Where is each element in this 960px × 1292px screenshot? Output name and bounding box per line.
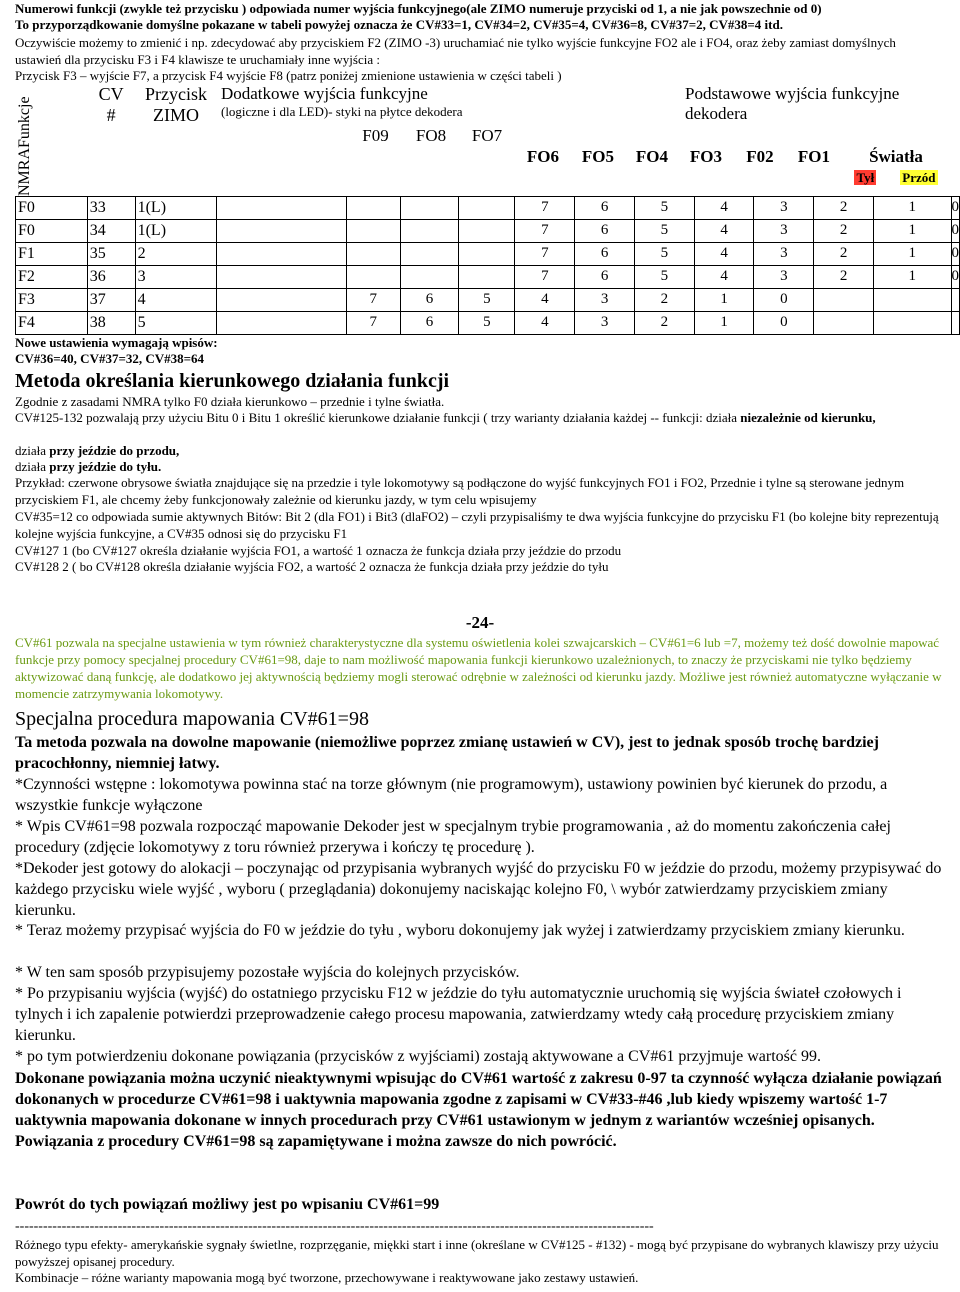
row-spacer: [217, 311, 346, 334]
row-bit-cell: 3: [754, 196, 814, 219]
section1-p8: CV#128 2 ( bo CV#128 określa działanie wyjścia FO2, a wartość 2 oznacza że funkcja działa przy jeździe do tyłu: [15, 559, 609, 574]
przycisk-header-line2: ZIMO: [153, 105, 200, 125]
section1-p2-text: CV#125-132 pozwalają przy użyciu Bitu 0 i Bitu 1 określić kierunkowe działanie funkcji ( trzy warianty działania każdej -- funkcji: działa: [15, 410, 741, 425]
section2-bold-end: Dokonane powiązania można uczynić nieaktywnymi wpisując do CV#61 wartość z zakresu 0-97 ta czynność wyłącza działanie powiązań dokonanych w procedurze CV#61=98 i uaktywnia mapowania zgodne z zapisami w CV#33-#46 ,lub kiedy wpiszemy wartość 1-7 uaktywnia mapowania dokonane w innych procedurach przy CV#61 ustawionym w jednym z wariantów wcześniej opisanych. Powiązania z procedury CV#61=98 są zapamiętywane i można zawsze do nich powrócić.: [15, 1070, 942, 1150]
row-spacer: [217, 265, 346, 288]
row-bit-cell: 1: [873, 242, 951, 265]
row-cv: 33: [87, 196, 135, 219]
section2-bullet-7: * po tym potwierdzeniu dokonane powiązania (przycisków z wyjściami) zostają aktywowane a CV#61 przyjmuje wartość 99.: [15, 1048, 821, 1065]
row-bit-cell: 0: [951, 219, 960, 242]
out-fo1: FO1: [797, 147, 831, 166]
row-zimo-button: 4: [135, 288, 217, 311]
row-bit-cell: 3: [754, 242, 814, 265]
row-spacer: [217, 288, 346, 311]
row-bit-cell: [459, 196, 515, 219]
row-bit-cell: [951, 288, 960, 311]
row-bit-cell: 3: [575, 311, 635, 334]
swiatla-label: Światła: [869, 147, 923, 166]
row-bit-cell: 3: [754, 265, 814, 288]
section1-p1: Zgodnie z zasadami NMRA tylko F0 działa kierunkowo – przednie i tylne światła.: [15, 394, 445, 409]
section2-bullet-1: *Czynności wstępne : lokomotywa powinna stać na torze głównym (nie programowym), ustawiony powinien być kierunek do przodu, a wszystkie funkcje wyłączone: [15, 776, 888, 814]
row-bit-cell: [346, 242, 400, 265]
row-bit-cell: 2: [814, 196, 874, 219]
table-row: [16, 219, 960, 242]
new-settings-line-1: Nowe ustawienia wymagają wpisów:: [15, 335, 218, 350]
row-bit-cell: 3: [575, 288, 635, 311]
przod-label: Przód: [902, 170, 936, 185]
row-bit-cell: 4: [694, 265, 754, 288]
row-bit-cell: 7: [515, 242, 575, 265]
intro-line-3: Oczywiście możemy to zmienić i np. zdecydować aby przyciskiem F2 (ZIMO -3) uruchamiać nie tylko wyjście funkcyjne FO2 ale i FO4, oraz żeby zamiast domyślnych ustawień dla przycisku F3 i F4 klawisze te uruchamiały inne wyjścia :: [15, 35, 896, 67]
row-bit-cell: [459, 265, 515, 288]
section2-return: Powrót do tych powiązań możliwy jest po wpisaniu CV#61=99: [15, 1196, 440, 1213]
row-spacer: [217, 196, 346, 219]
row-bit-cell: 6: [400, 311, 458, 334]
row-bit-cell: 4: [694, 219, 754, 242]
intro-line-4: Przycisk F3 – wyjście F7, a przycisk F4 wyjście F8 (patrz poniżej zmienione ustawienia w części tabeli ): [15, 68, 562, 83]
section1-title: Metoda określania kierunkowego działania funkcji: [15, 370, 450, 392]
row-bit-cell: [873, 311, 951, 334]
row-bit-cell: 2: [634, 311, 694, 334]
out-fo3: FO3: [689, 147, 723, 166]
cv-mapping-table: [15, 84, 960, 335]
row-function: F4: [16, 311, 88, 334]
row-function: F0: [16, 219, 88, 242]
row-bit-cell: [459, 242, 515, 265]
row-function: F3: [16, 288, 88, 311]
section1-p7: CV#127 1 (bo CV#127 określa działanie wyjścia FO1, a wartość 1 oznacza że funkcja działa przy jeździe do przodu: [15, 543, 622, 558]
cv-header-line2: #: [106, 105, 116, 125]
row-bit-cell: [400, 265, 458, 288]
section2-bullet-3: *Dekoder jest gotowy do alokacji – poczynając od przypisania wybranych wyjść do przycisku F0 w jeździe do przodu, możemy przypisywać do każdego przycisku wiele wyjść , wyboru ( przeglądania) dokonujemy naciskając kolejno F0, \ wybór zatwierdzamy przyciskiem zmiany kierunku.: [15, 860, 942, 919]
section2-bullet-6: * Po przypisaniu wyjścia (wyjść) do ostatniego przycisku F12 w jeździe do tyłu automatycznie uruchomią się wyjścia świateł czołowych i tylnych i ich zapalenie potwierdzi przeprowadzenie całego procesu mapowania, zatwierdzamy wtedy całą procedurę przyciskiem zmiany kierunku.: [15, 985, 902, 1044]
row-bit-cell: 1: [694, 311, 754, 334]
intro-line-1: Numerowi funkcji (zwykle też przycisku ) odpowiada numer wyjścia funkcyjnego(ale ZIMO numeruje przyciski od 1, a nie jak powszechnie od 0): [15, 1, 822, 16]
row-bit-cell: [400, 219, 458, 242]
row-bit-cell: [951, 311, 960, 334]
row-zimo-button: 1(L): [135, 196, 217, 219]
section2-intro: Ta metoda pozwala na dowolne mapowanie (niemożliwe poprzez zmianę ustawień w CV), jest to jednak sposób trochę bardziej pracochłonny, niemniej łatwy.: [15, 734, 879, 772]
additional-outputs-title: Dodatkowe wyjścia funkcyjne: [220, 84, 428, 103]
section2-title: Specjalna procedura mapowania CV#61=98: [15, 708, 369, 730]
row-spacer: [217, 242, 346, 265]
out-f02: F02: [746, 147, 774, 166]
section1-p4: [15, 458, 945, 475]
row-bit-cell: 2: [814, 265, 874, 288]
row-bit-cell: 6: [575, 219, 635, 242]
section2-bullet-4: * Teraz możemy przypisać wyjścia do F0 w jeździe do tyłu , wyboru dokonujemy jak wyżej i zatwierdzamy przyciskiem zmiany kierunku.: [15, 922, 905, 939]
row-bit-cell: 7: [346, 288, 400, 311]
section2-bullet-5: * W ten sam sposób przypisujemy pozostałe wyjścia do kolejnych przycisków.: [15, 964, 520, 981]
row-bit-cell: 6: [575, 242, 635, 265]
table-row: [16, 242, 960, 265]
section1-p3: [15, 442, 945, 459]
row-bit-cell: 5: [634, 196, 694, 219]
row-cv: 37: [87, 288, 135, 311]
footer-line-2: Kombinacje – różne warianty mapowania mogą być tworzone, przechowywane i reaktywowane jako zestawy ustawień.: [15, 1270, 639, 1285]
row-bit-cell: 2: [814, 242, 874, 265]
row-function: F1: [16, 242, 88, 265]
section1-p3-text: działa: [15, 443, 50, 458]
nmra-vertical-label: NMRAFunkcje: [15, 95, 33, 196]
row-bit-cell: 5: [634, 219, 694, 242]
row-bit-cell: 5: [459, 288, 515, 311]
section1-p3-bold: przy jeździe do przodu,: [49, 443, 180, 458]
new-settings-line-2: CV#36=40, CV#37=32, CV#38=64: [15, 351, 205, 366]
row-bit-cell: [400, 242, 458, 265]
tyl-label: Tył: [856, 170, 875, 185]
row-bit-cell: [459, 219, 515, 242]
additional-outputs-subtitle: (logiczne i dla LED)- styki na płytce dekodera: [220, 104, 463, 119]
out-fo4: FO4: [635, 147, 669, 166]
row-function: F0: [16, 196, 88, 219]
footer-line-1: Różnego typu efekty- amerykańskie sygnały świetlne, rozprzęganie, miękki start i inne (określane w CV#125 - #132) - mogą być przypisane do wybranych klawiszy przy użyciu powyższej opisanej procedury.: [15, 1237, 939, 1269]
row-cv: 38: [87, 311, 135, 334]
section1-p4-text: działa: [15, 459, 50, 474]
row-bit-cell: 6: [575, 196, 635, 219]
row-bit-cell: 4: [694, 242, 754, 265]
row-zimo-button: 2: [135, 242, 217, 265]
table-row: [16, 288, 960, 311]
cv-header-line1: CV: [98, 84, 124, 104]
row-bit-cell: 1: [873, 196, 951, 219]
section1-p4-bold: przy jeździe do tyłu.: [49, 459, 162, 474]
section2-bullet-2: * Wpis CV#61=98 pozwala rozpocząć mapowanie Dekoder jest w specjalnym trybie programowania , aż do momentu zakończenia całej procedury (zdjęcie lokomotywy z toru również przerywa i kończy tę procedurę ).: [15, 818, 891, 856]
row-bit-cell: 4: [515, 288, 575, 311]
row-bit-cell: [873, 288, 951, 311]
basic-outputs-header: [515, 84, 951, 196]
row-bit-cell: 0: [951, 196, 960, 219]
row-bit-cell: 0: [754, 311, 814, 334]
row-bit-cell: 4: [694, 196, 754, 219]
row-bit-cell: 0: [754, 288, 814, 311]
page-number: -24-: [465, 613, 495, 632]
section1-p6: CV#35=12 co odpowiada sumie aktywnych Bitów: Bit 2 (dla FO1) i Bit3 (dlaFO2) – czyli przypisaliśmy te dwa wyjścia funkcyjne do przycisku F1 (bo kolejne bity reprezentują kolejne wyjścia funkcyjne, a CV#35 odnosi się do przycisku F1: [15, 509, 939, 541]
row-bit-cell: 6: [400, 288, 458, 311]
row-bit-cell: 1: [873, 265, 951, 288]
row-bit-cell: [400, 196, 458, 219]
row-bit-cell: 6: [575, 265, 635, 288]
table-row: [16, 265, 960, 288]
section1-p2: [15, 409, 945, 426]
row-bit-cell: [814, 311, 874, 334]
out-fo5: FO5: [581, 147, 615, 166]
out-fo6: FO6: [526, 147, 560, 166]
row-bit-cell: [346, 196, 400, 219]
row-bit-cell: 7: [515, 219, 575, 242]
row-bit-cell: 1: [873, 219, 951, 242]
row-bit-cell: [814, 288, 874, 311]
row-bit-cell: 2: [634, 288, 694, 311]
out-fo7: FO7: [471, 126, 503, 145]
table-row: [16, 311, 960, 334]
row-bit-cell: 2: [814, 219, 874, 242]
table-row: [16, 196, 960, 219]
row-bit-cell: 5: [459, 311, 515, 334]
cv-header: [87, 84, 135, 196]
out-fo8: FO8: [415, 126, 447, 145]
row-bit-cell: 3: [754, 219, 814, 242]
row-bit-cell: 7: [515, 265, 575, 288]
green-note: CV#61 pozwala na specjalne ustawienia w tym również charakterystyczne dla systemu oświetlenia kolei szwajcarskich – CV#61=6 lub =7, możemy też dość dowolnie mapować funkcje przy pomocy specjalnej procedury CV#61=98, daje to nam możliwość mapowania funkcji kierunkowo uzależnionych, to znaczy że przyciskami nie tylko będziemy aktywizować daną funkcję, ale dodatkowo jej aktywnością będziemy mogli sterować odrębnie w zależności od kierunku jazdy. Możliwe jest również automatyczne wyłączanie w momencie zatrzymywania lokomotywy.: [15, 635, 942, 701]
row-cv: 36: [87, 265, 135, 288]
section1-p5: Przykład: czerwone obrysowe światła znajdujące się na przedzie i tyle lokomotywy są podłączone do wyjść funkcyjnych FO1 i FO2, Przednie i tylne są sterowane jednym przyciskiem F1, ale chcemy żeby funkcjonowały zależnie od kierunku jazdy, w tym celu wpisujemy: [15, 475, 905, 507]
row-cv: 34: [87, 219, 135, 242]
divider-dashes: -----------------------------------------------------------------------------------------------------------------------------------------: [15, 1220, 654, 1234]
basic-outputs-title: Podstawowe wyjścia funkcyjne dekodera: [684, 84, 900, 123]
row-bit-cell: 7: [515, 196, 575, 219]
row-bit-cell: 7: [346, 311, 400, 334]
row-bit-cell: 5: [634, 265, 694, 288]
przycisk-header: [135, 84, 217, 196]
out-f09: F09: [362, 126, 389, 145]
intro-line-2: To przyporządkowanie domyślne pokazane w tabeli powyżej oznacza że CV#33=1, CV#34=2, CV#35=4, CV#36=8, CV#37=2, CV#38=4 itd.: [15, 17, 783, 32]
przycisk-header-line1: Przycisk: [145, 84, 208, 104]
row-function: F2: [16, 265, 88, 288]
row-zimo-button: 3: [135, 265, 217, 288]
row-bit-cell: [346, 219, 400, 242]
row-zimo-button: 1(L): [135, 219, 217, 242]
section1-p2-bold: niezależnie od kierunku,: [740, 410, 876, 425]
additional-outputs-header: [217, 84, 515, 196]
row-bit-cell: [346, 265, 400, 288]
row-bit-cell: 0: [951, 242, 960, 265]
row-spacer: [217, 219, 346, 242]
row-bit-cell: 4: [515, 311, 575, 334]
row-bit-cell: 1: [694, 288, 754, 311]
row-cv: 35: [87, 242, 135, 265]
row-bit-cell: 0: [951, 265, 960, 288]
nmra-header-cell: [16, 84, 88, 196]
row-zimo-button: 5: [135, 311, 217, 334]
row-bit-cell: 5: [634, 242, 694, 265]
